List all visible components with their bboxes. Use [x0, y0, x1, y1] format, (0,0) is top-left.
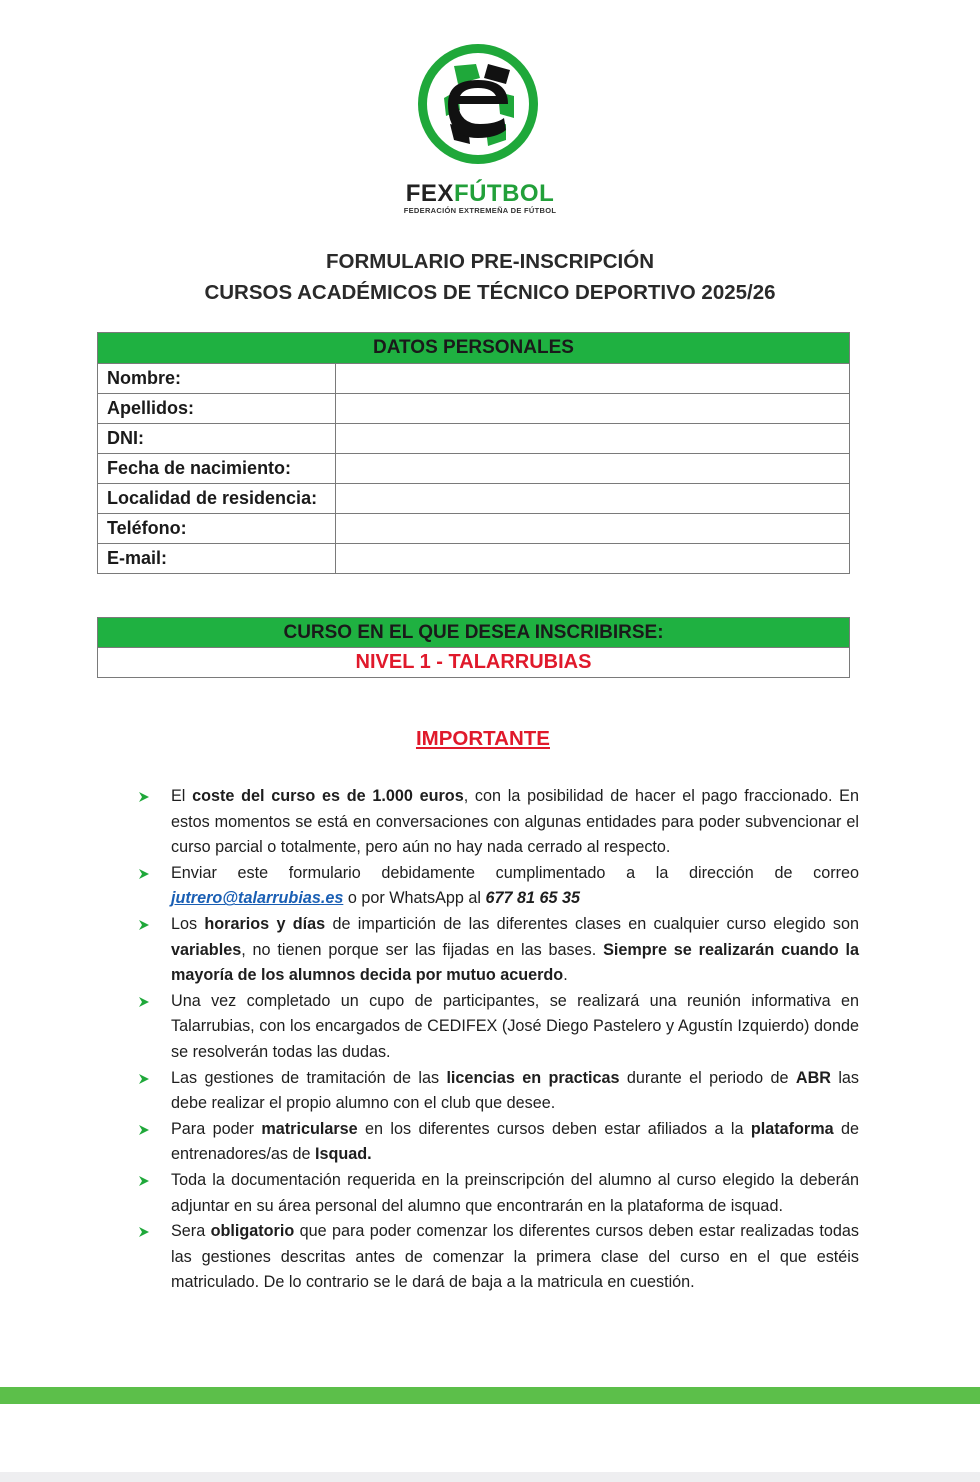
item-bold: Isquad. [315, 1145, 372, 1164]
item-text: Sera [171, 1222, 211, 1241]
list-item [136, 912, 859, 989]
item-bold: matricularse [261, 1119, 358, 1138]
apellidos-field[interactable] [336, 394, 850, 424]
nombre-field[interactable] [336, 364, 850, 394]
personal-data-header: DATOS PERSONALES [98, 333, 850, 364]
item-bold: ABR [795, 1068, 831, 1087]
list-item [136, 784, 859, 861]
course-table [97, 617, 850, 678]
localidad-field[interactable] [336, 484, 850, 514]
item-bold: variables [171, 940, 242, 959]
list-item [136, 861, 859, 912]
item-bold: obligatorio [210, 1222, 295, 1241]
field-label-nombre: Nombre: [98, 364, 336, 394]
list-item [136, 1168, 859, 1219]
item-text: o por WhatsApp al [343, 889, 486, 908]
item-text: Las gestiones de tramitación de las [171, 1068, 447, 1087]
form-title-line2: CURSOS ACADÉMICOS DE TÉCNICO DEPORTIVO 2025/26 [204, 281, 776, 304]
brand-name-fex: FEX [405, 180, 454, 207]
email-field[interactable] [336, 544, 850, 574]
table-row [98, 394, 850, 424]
arrow-bullet-icon [138, 1073, 150, 1085]
arrow-bullet-icon [138, 791, 150, 803]
item-text: que para poder comenzar los diferentes cursos deben estar realizadas todas las gestiones descritas antes de comenzar la primera clase del curso en el que estéis matriculado. De lo contrario se le dará de baja a la matricula en cuestión. [171, 1222, 859, 1292]
table-row [98, 514, 850, 544]
course-value: NIVEL 1 - TALARRUBIAS [98, 648, 850, 678]
item-text: Para poder [171, 1119, 262, 1138]
fecha-nacimiento-field[interactable] [336, 454, 850, 484]
course-header: CURSO EN EL QUE DESEA INSCRIBIRSE: [98, 618, 850, 648]
important-heading: IMPORTANTE [415, 727, 550, 750]
item-text: de impartición de las diferentes clases en cualquier curso elegido son [325, 914, 859, 933]
brand-subtitle: FEDERACIÓN EXTREMEÑA DE FÚTBOL [403, 206, 557, 215]
table-row [98, 544, 850, 574]
item-text: , con la posibilidad de hacer el pago fraccionado. En estos momentos se está en conversaciones con algunas entidades para poder subvencionar el curso parcial o totalmente, pero aún no hay nada cerrado al respecto. [171, 787, 859, 857]
brand-name-futbol: FÚTBOL [453, 180, 555, 207]
brand-name [380, 180, 580, 208]
list-item [136, 1219, 859, 1296]
field-label-apellidos: Apellidos: [98, 394, 336, 424]
item-text: . [563, 966, 568, 985]
item-text: , no tienen porque ser las fijadas en las bases. [241, 940, 604, 959]
arrow-bullet-icon [138, 1124, 150, 1136]
item-text: de entrenadores/as de [171, 1119, 860, 1164]
list-item [136, 1117, 859, 1168]
arrow-bullet-icon [138, 996, 150, 1008]
item-bold: Siempre se realizarán cuando la mayoría de los alumnos decida por mutuo acuerdo [171, 940, 859, 985]
field-label-localidad: Localidad de residencia: [98, 484, 336, 514]
arrow-bullet-icon [138, 868, 150, 880]
item-text: El [171, 787, 193, 805]
item-text: durante el periodo de [619, 1068, 796, 1087]
item-text: las debe realizar el propio alumno con el club que desee. [171, 1068, 860, 1113]
table-row [98, 364, 850, 394]
item-bold: plataforma [750, 1119, 834, 1138]
footer-bar [0, 1387, 980, 1404]
arrow-bullet-icon [138, 919, 150, 931]
item-text: en los diferentes cursos deben estar afiliados a la [357, 1119, 751, 1138]
item-bold: licencias en practicas [446, 1068, 620, 1087]
dni-field[interactable] [336, 424, 850, 454]
field-label-telefono: Teléfono: [98, 514, 336, 544]
list-item [136, 1066, 859, 1117]
arrow-bullet-icon [138, 1226, 150, 1238]
field-label-fecha-nacimiento: Fecha de nacimiento: [98, 454, 336, 484]
item-text: Enviar este formulario debidamente cumplimentado a la dirección de correo [171, 863, 859, 882]
field-label-email: E-mail: [98, 544, 336, 574]
form-title-line1: FORMULARIO PRE-INSCRIPCIÓN [326, 250, 654, 273]
field-label-dni: DNI: [98, 424, 336, 454]
arrow-bullet-icon [138, 1175, 150, 1187]
item-bold: coste del curso es de 1.000 euros [192, 787, 464, 805]
table-row [98, 484, 850, 514]
table-row [98, 424, 850, 454]
page-bottom-edge [0, 1472, 980, 1482]
phone-number: 677 81 65 35 [485, 889, 581, 908]
list-item [136, 989, 859, 1066]
email-link[interactable]: jutrero@talarrubias.es [171, 889, 344, 908]
item-text: Una vez completado un cupo de participantes, se realizará una reunión informativa en Talarrubias, con los encargados de CEDIFEX (José Diego Pastelero y Agustín Izquierdo) donde se resolverán todas las dudas. [171, 991, 859, 1061]
item-bold: horarios y días [204, 914, 326, 933]
important-list [136, 784, 859, 1296]
table-row [98, 454, 850, 484]
item-text: Los [171, 914, 205, 933]
ball-logo-icon [414, 40, 544, 170]
telefono-field[interactable] [336, 514, 850, 544]
personal-data-table [97, 332, 850, 574]
item-text: Toda la documentación requerida en la preinscripción del alumno al curso elegido la deberán adjuntar en su área personal del alumno que encontrarán en la plataforma de isquad. [171, 1170, 859, 1215]
